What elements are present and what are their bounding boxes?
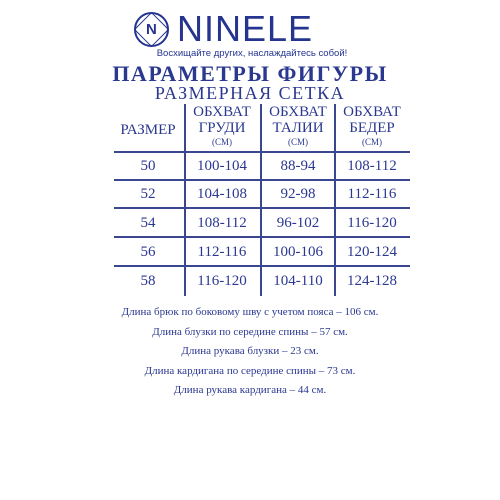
chest-cell: 108-112: [197, 215, 247, 231]
size-cell: 52: [140, 186, 156, 202]
size-cell: 50: [140, 158, 156, 174]
hips-cell: 120-124: [347, 244, 397, 260]
note-blouse-sleeve: Длина рукава блузки – 23 см.: [181, 345, 319, 357]
logo-letter: N: [146, 21, 157, 38]
brand-logo: [134, 8, 366, 66]
hips-cell: 124-128: [347, 273, 397, 289]
size-cell: 54: [140, 215, 156, 231]
note-trousers-length: Длина брюк по боковому шву с учетом пояса – 106 см.: [121, 306, 379, 318]
size-cell: 58: [140, 273, 156, 289]
page-subtitle: РАЗМЕРНАЯ СЕТКА: [154, 83, 346, 103]
waist-cell: 92-98: [280, 186, 316, 202]
table-divider: [114, 265, 410, 267]
note-cardigan-sleeve: Длина рукава кардигана – 44 см.: [173, 384, 327, 396]
chest-cell: 112-116: [197, 244, 247, 260]
chest-cell: 100-104: [197, 158, 247, 174]
chest-cell: 104-108: [197, 186, 247, 202]
size-cell: 56: [140, 244, 156, 260]
hips-header-unit: (СМ): [362, 137, 382, 147]
table-divider: [114, 151, 410, 153]
waist-cell: 88-94: [280, 158, 316, 174]
logo-badge-icon: [134, 12, 169, 47]
brand-name: NINELE: [177, 8, 314, 49]
waist-header-line2: ТАЛИИ: [272, 120, 324, 136]
waist-header-unit: (СМ): [288, 137, 308, 147]
hips-column-header: [336, 104, 408, 148]
waist-cell: 104-110: [273, 273, 323, 289]
waist-cell: 100-106: [273, 244, 323, 260]
chest-header-unit: (СМ): [212, 137, 232, 147]
hips-cell: 116-120: [347, 215, 397, 231]
note-blouse-length: Длина блузки по середине спины – 57 см.: [152, 326, 348, 338]
hips-header-line1: ОБХВАТ: [343, 104, 401, 120]
waist-cell: 96-102: [276, 215, 320, 231]
table-divider: [114, 207, 410, 209]
chest-header-line2: ГРУДИ: [198, 120, 246, 136]
hips-header-line2: БЕДЕР: [349, 120, 395, 136]
note-cardigan-length: Длина кардигана по середине спины – 73 см.: [144, 365, 356, 377]
hips-cell: 112-116: [347, 186, 397, 202]
size-column-header: РАЗМЕР: [120, 122, 176, 138]
waist-header-line1: ОБХВАТ: [269, 104, 327, 120]
chest-cell: 116-120: [197, 273, 247, 289]
brand-slogan: Восхищайте других, наслаждайтесь собой!: [156, 48, 348, 59]
waist-column-header: [262, 104, 334, 148]
hips-cell: 108-112: [347, 158, 397, 174]
chest-column-header: [186, 104, 258, 148]
page-title: ПАРАМЕТРЫ ФИГУРЫ: [112, 61, 388, 86]
table-divider: [114, 179, 410, 181]
table-divider: [114, 236, 410, 238]
chest-header-line1: ОБХВАТ: [193, 104, 251, 120]
